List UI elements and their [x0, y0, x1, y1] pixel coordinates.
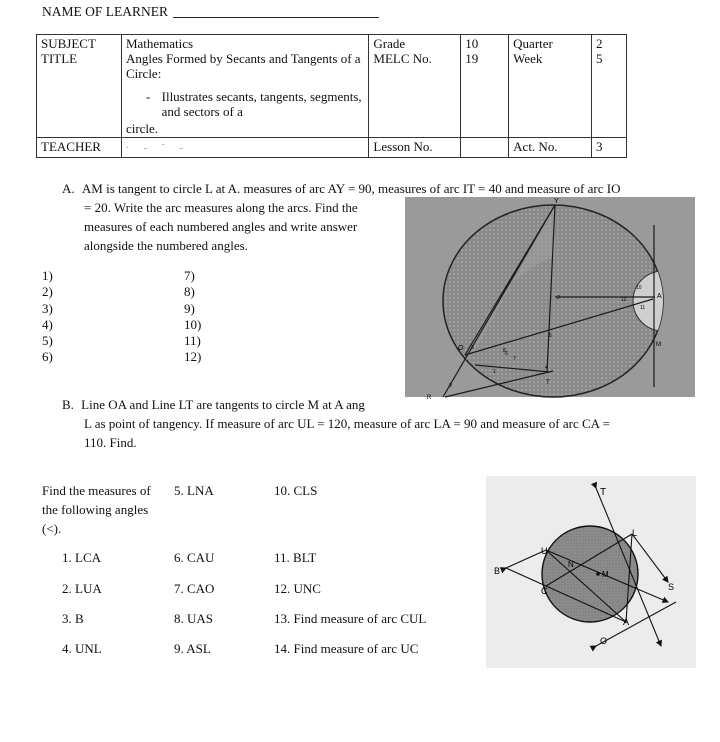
- figure-b-circle-diagram: [486, 476, 696, 668]
- grade-label: Grade: [373, 36, 406, 51]
- angle-11-label: 11: [640, 305, 646, 311]
- title-bullet: - Illustrates secants, tangents, segments, and sectors of a: [146, 89, 364, 119]
- section-b-line2: L as point of tangency. If measure of arc UL = 120, measure of arc LA = 90 and measure of arc CA =: [84, 416, 610, 431]
- section-b-line3: 110. Find.: [84, 435, 137, 450]
- angle-4-label: 4: [545, 365, 548, 371]
- angle-item-10: 10. CLS: [274, 483, 318, 498]
- quarter-label: Quarter: [513, 36, 553, 51]
- label-r: R: [427, 395, 432, 401]
- act-value: 3: [592, 138, 627, 158]
- angle-2-label: 2: [557, 295, 560, 301]
- angle-item-5: 5. LNA: [174, 483, 214, 498]
- grade-melc-values: [461, 35, 509, 138]
- label-n: N: [568, 560, 574, 569]
- angle-10-label: 10: [636, 285, 642, 291]
- title-bullet-tail: circle.: [125, 121, 159, 136]
- faded-scribble: · ‑ ˜ ‑: [125, 143, 189, 154]
- label-t: T: [600, 487, 607, 498]
- quarter-value: 2: [596, 36, 603, 51]
- angle-item-8: 8. UAS: [174, 611, 214, 626]
- angle-item-11: 11. BLT: [274, 550, 317, 565]
- subject-label: SUBJECT: [41, 36, 96, 51]
- answer-item[interactable]: 9): [184, 300, 195, 316]
- answer-item[interactable]: 4): [42, 316, 53, 332]
- subject-title-labels: [37, 35, 122, 138]
- lesson-label: Lesson No.: [369, 138, 461, 158]
- label-m: M: [602, 570, 609, 579]
- label-t: T: [546, 380, 550, 386]
- title-bullet-text: Illustrates secants, tangents, segments, and sectors of a: [161, 89, 362, 119]
- label-c: C: [541, 586, 548, 596]
- angles-intro-line3: (<).: [42, 521, 62, 536]
- angle-3-label: 3: [471, 345, 474, 351]
- quarter-week-values: [592, 35, 627, 138]
- melc-label: MELC No.: [373, 51, 432, 66]
- week-label: Week: [513, 51, 543, 66]
- grade-melc-labels: [369, 35, 461, 138]
- angle-8-label: 8: [503, 348, 506, 354]
- center-dot: [596, 572, 600, 576]
- angle-item-13: 13. Find measure of arc CUL: [274, 611, 427, 626]
- section-b-line1: Line OA and Line LT are tangents to circle M at A ang: [81, 397, 365, 412]
- angle-9-label: 9: [449, 383, 452, 389]
- melc-value: 19: [465, 51, 479, 66]
- label-y: Y: [554, 198, 559, 205]
- act-label: Act. No.: [509, 138, 592, 158]
- answer-list-left: [42, 268, 53, 366]
- answer-item[interactable]: 11): [184, 333, 201, 349]
- section-b-instructions: [62, 395, 692, 452]
- section-a-letter: A.: [62, 181, 75, 196]
- answer-item[interactable]: 2): [42, 284, 53, 300]
- section-a-line1: AM is tangent to circle L at A. measures of arc AY = 90, measures of arc IT = 40 and measure of arc IO: [81, 181, 621, 196]
- label-o: O: [458, 345, 464, 352]
- angle-item-2: 2. LUA: [62, 581, 102, 596]
- section-b-letter: B.: [62, 397, 74, 412]
- angles-intro-line1: Find the measures of: [42, 483, 151, 498]
- angle-item-3: 3. B: [62, 611, 84, 626]
- angle-item-12: 12. UNC: [274, 581, 321, 596]
- section-a-line2: = 20. Write the arc measures along the arcs. Find the: [84, 200, 358, 215]
- lesson-header-table: [36, 34, 627, 158]
- label-a: A: [657, 293, 662, 300]
- angle-item-14: 14. Find measure of arc UC: [274, 641, 419, 656]
- angles-intro-line2: the following angles: [42, 502, 149, 517]
- figure-a-circle-diagram: [405, 197, 695, 401]
- subject-title-values: [121, 35, 368, 138]
- answer-item[interactable]: 12): [184, 349, 202, 365]
- angle-item-9: 9. ASL: [174, 641, 211, 656]
- label-u: U: [541, 546, 548, 556]
- angle-6-label: 6: [505, 351, 508, 357]
- label-a: A: [623, 617, 630, 627]
- angle-7-label: 7: [513, 356, 516, 362]
- label-l: L: [632, 528, 638, 538]
- name-of-learner-field: [42, 4, 379, 20]
- angles-intro: [42, 481, 151, 538]
- answer-item[interactable]: 3): [42, 300, 53, 316]
- angle-item-1: 1. LCA: [62, 550, 101, 565]
- angle-1-label: 1: [493, 369, 496, 375]
- name-label: NAME OF LEARNER: [42, 4, 169, 19]
- title-label: TITLE: [41, 51, 78, 66]
- section-a-line4: alongside the numbered angles.: [84, 238, 248, 253]
- angle-5-label: 5: [549, 333, 552, 339]
- angle-item-6: 6. CAU: [174, 550, 215, 565]
- answer-item[interactable]: 1): [42, 268, 53, 283]
- name-blank-line[interactable]: [173, 17, 379, 18]
- title-value: Angles Formed by Secants and Tangents of a Circle:: [125, 51, 361, 81]
- answer-item[interactable]: 5): [42, 333, 53, 349]
- answer-item[interactable]: 8): [184, 284, 195, 300]
- subject-value: Mathematics: [125, 36, 194, 51]
- label-m: M: [656, 342, 661, 348]
- label-o: O: [600, 636, 608, 646]
- answer-item[interactable]: 10): [184, 316, 202, 332]
- angle-item-7: 7. CAO: [174, 581, 215, 596]
- quarter-week-labels: [509, 35, 592, 138]
- answer-list-right: [184, 268, 201, 366]
- circle-m: [542, 526, 638, 622]
- week-value: 5: [596, 51, 603, 66]
- teacher-value: [121, 138, 368, 158]
- section-a-line3: measures of each numbered angles and write answer: [84, 219, 358, 234]
- answer-item[interactable]: 7): [184, 268, 195, 283]
- lesson-value: [461, 138, 509, 158]
- label-s: S: [668, 582, 675, 592]
- label-b: B: [494, 566, 501, 576]
- teacher-label: TEACHER: [37, 138, 122, 158]
- angle-12-label: 12: [621, 297, 627, 303]
- grade-value: 10: [465, 36, 479, 51]
- answer-item[interactable]: 6): [42, 349, 53, 365]
- angle-item-4: 4. UNL: [62, 641, 102, 656]
